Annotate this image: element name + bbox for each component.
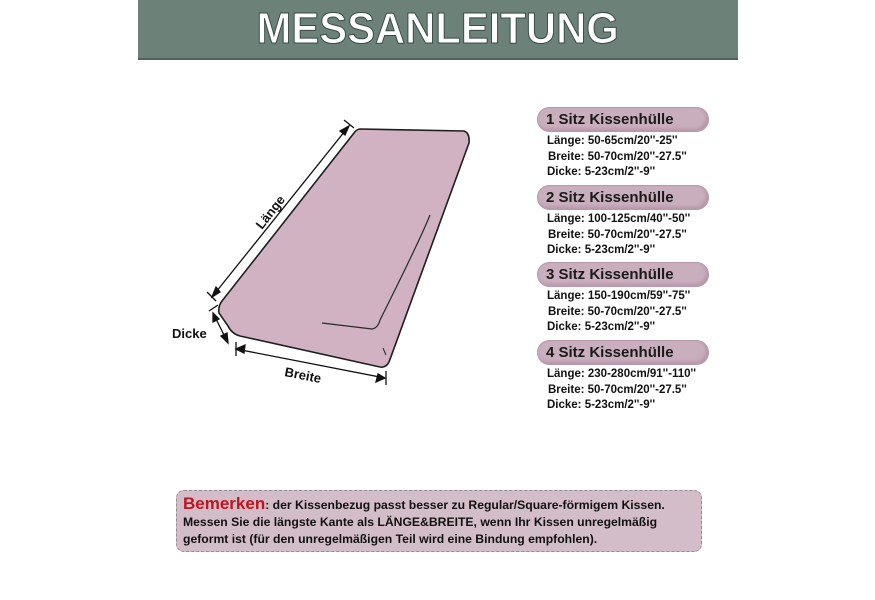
length-spec: Länge: 50-65cm/20''-25'' bbox=[547, 135, 678, 147]
length-spec: Länge: 230-280cm/91''-110'' bbox=[547, 368, 697, 380]
width-spec: Breite: 50-70cm/20''-27.5'' bbox=[548, 228, 687, 241]
thickness-spec: Dicke: 5-23cm/2''-9'' bbox=[547, 244, 656, 256]
size-block-2-seat bbox=[537, 185, 717, 259]
remark-line-3: geformt ist (für den unregelmäßigen Teil wird eine Bindung empfohlen). bbox=[183, 532, 598, 546]
size-title-pill bbox=[537, 185, 709, 210]
page-title: MESSANLEITUNG bbox=[256, 4, 620, 53]
size-title: 3 Sitz Kissenhülle bbox=[546, 266, 674, 283]
remark-line-1: : der Kissenbezug passt besser zu Regular/Square-förmigem Kissen. bbox=[265, 498, 665, 512]
size-block-4-seat bbox=[537, 340, 717, 414]
width-spec: Breite: 50-70cm/20''-27.5'' bbox=[548, 305, 687, 318]
size-title: 1 Sitz Kissenhülle bbox=[546, 111, 674, 128]
length-spec: Länge: 150-190cm/59''-75'' bbox=[547, 290, 691, 302]
thickness-spec: Dicke: 5-23cm/2''-9'' bbox=[547, 166, 656, 178]
width-label: Breite bbox=[283, 364, 323, 386]
size-title-pill bbox=[537, 340, 709, 365]
size-block-1-seat bbox=[537, 107, 717, 181]
length-spec: Länge: 100-125cm/40''-50'' bbox=[547, 213, 691, 225]
thickness-spec: Dicke: 5-23cm/2''-9'' bbox=[547, 321, 656, 333]
cushion-shape bbox=[219, 129, 469, 367]
remark-box bbox=[176, 490, 702, 552]
size-title: 2 Sitz Kissenhülle bbox=[546, 189, 674, 206]
thickness-spec: Dicke: 5-23cm/2''-9'' bbox=[547, 399, 656, 411]
thickness-label: Dicke bbox=[172, 326, 207, 341]
length-label: Länge bbox=[252, 192, 288, 232]
size-block-3-seat bbox=[537, 262, 717, 336]
size-title: 4 Sitz Kissenhülle bbox=[546, 344, 674, 361]
remark-heading: Bemerken bbox=[183, 494, 266, 513]
size-title-pill bbox=[537, 262, 709, 287]
remark-line-2: Messen Sie die längste Kante als LÄNGE&BREITE, wenn Ihr Kissen unregelmäßig bbox=[183, 515, 658, 529]
size-title-pill bbox=[537, 107, 709, 132]
width-spec: Breite: 50-70cm/20''-27.5'' bbox=[548, 383, 687, 396]
width-spec: Breite: 50-70cm/20''-27.5'' bbox=[548, 150, 687, 163]
